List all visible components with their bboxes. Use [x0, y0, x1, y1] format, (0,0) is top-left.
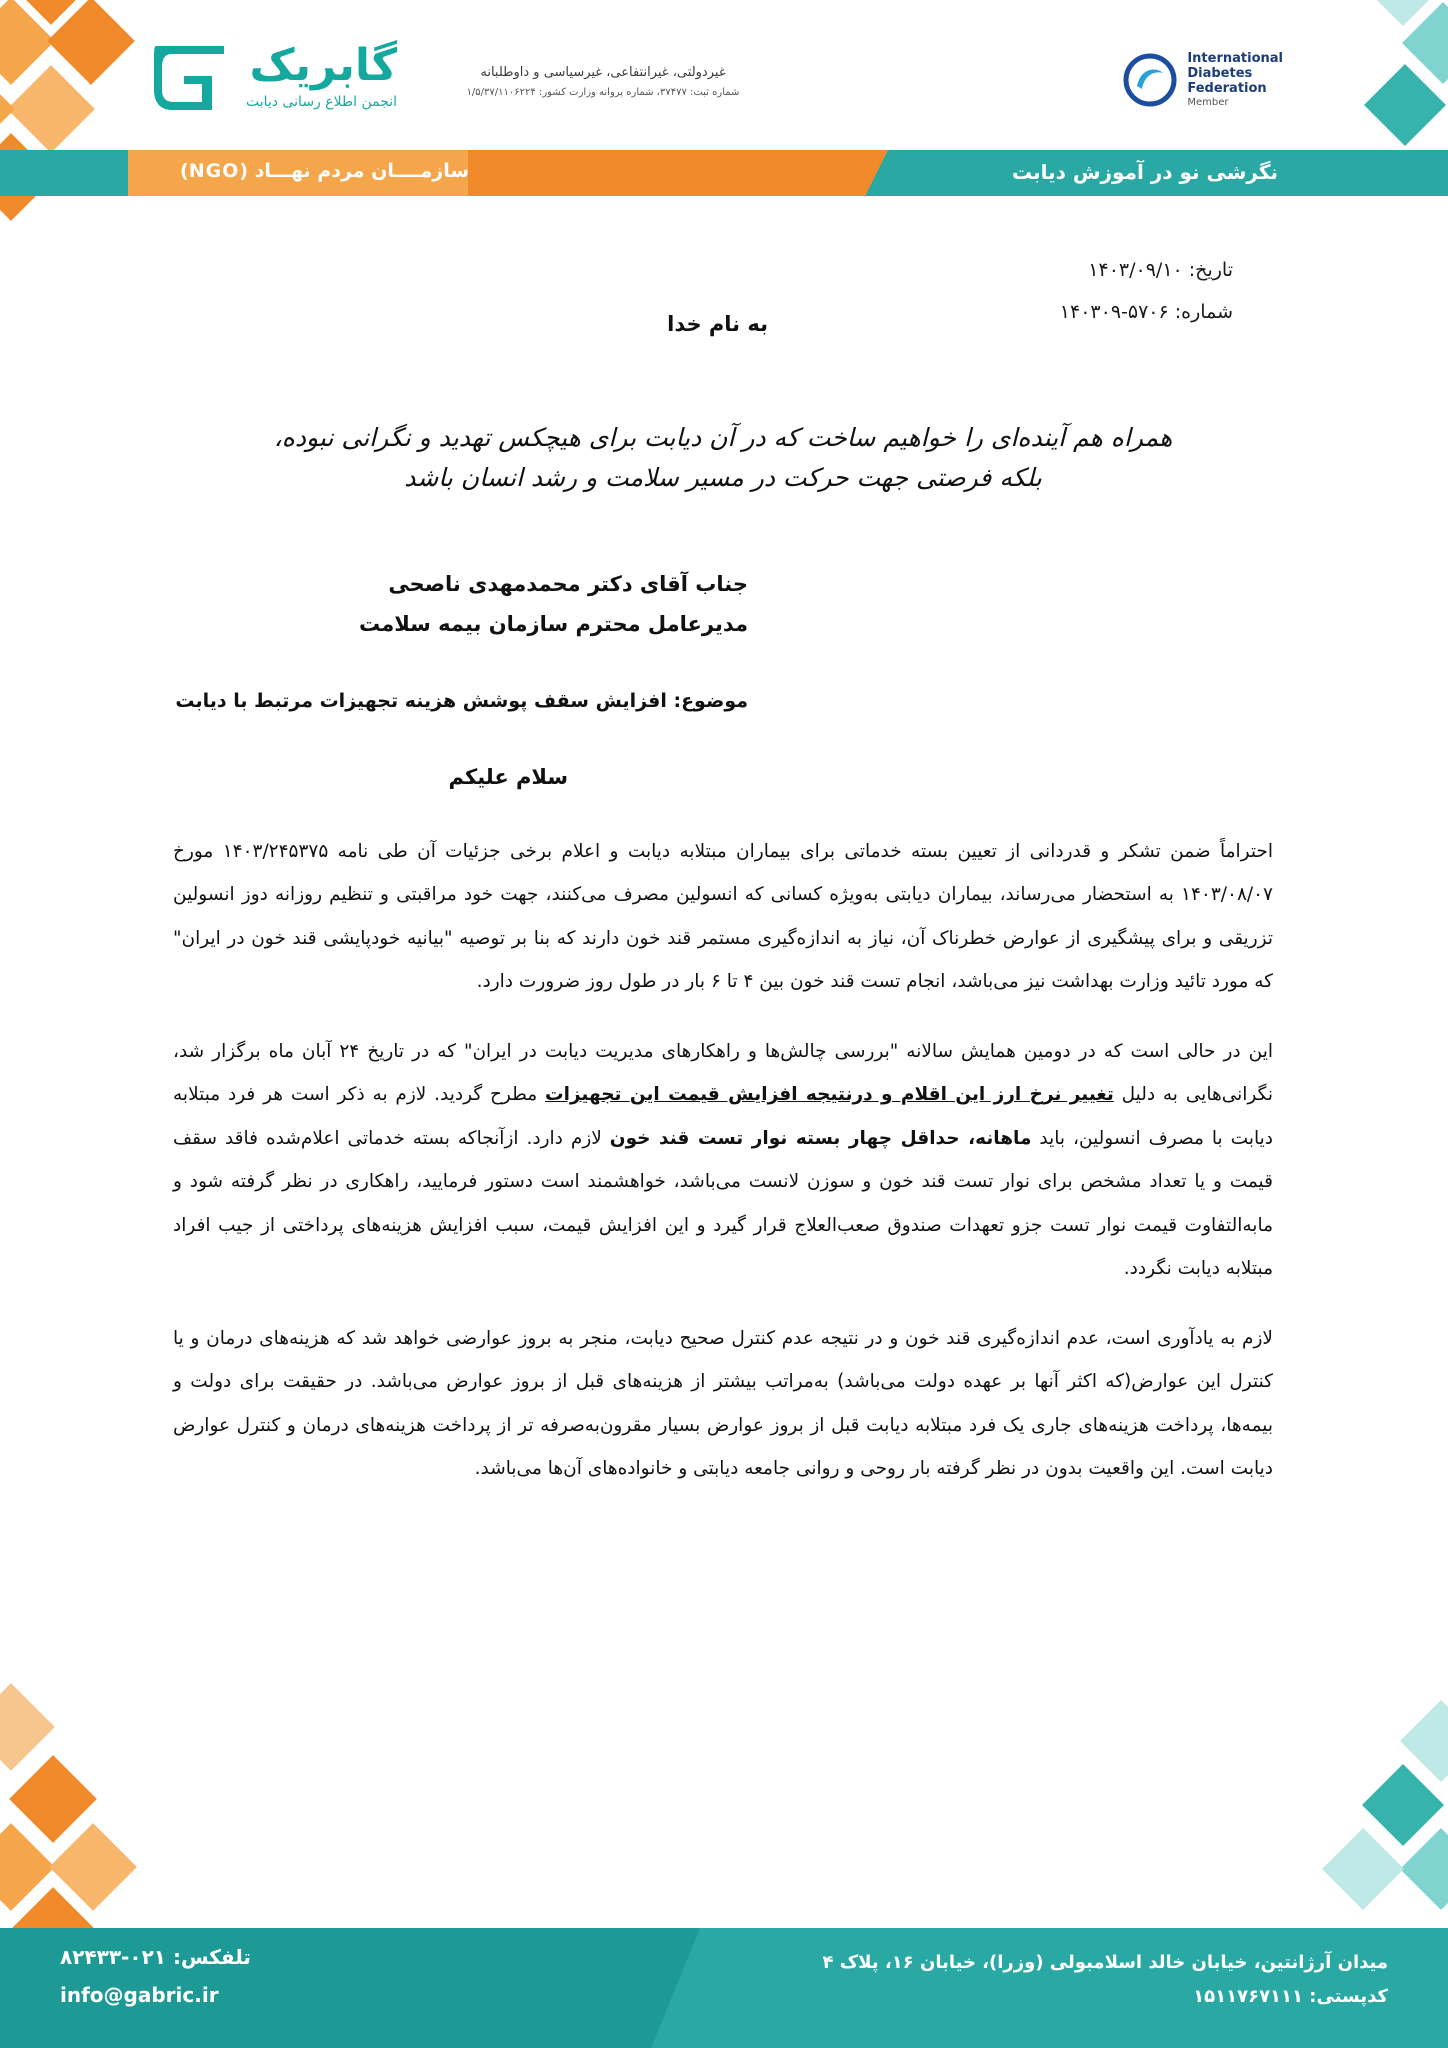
footer-address-block [822, 1946, 1388, 2014]
number-label: شماره: [1174, 300, 1233, 323]
footer-email[interactable]: info@gabric.ir [60, 1983, 219, 2007]
idf-member-label: Member [1187, 96, 1229, 108]
date-label: تاریخ: [1188, 259, 1233, 281]
letter-body [173, 830, 1273, 1517]
idf-line-2: Diabetes [1187, 65, 1253, 81]
paragraph-2-emphasis-2: ماهانه، حداقل چهار بسته نوار تست قند خون [609, 1127, 1032, 1149]
letter-subject: موضوع: افزایش سقف پوشش هزینه تجهیزات مرتبط با دیابت [175, 690, 748, 712]
gabric-symbol-icon [150, 40, 232, 114]
idf-logo [1123, 52, 1283, 108]
letter-number-row [1060, 292, 1233, 334]
gabric-title: گابریک [249, 40, 398, 91]
gabric-wordmark [246, 40, 398, 110]
footer-postal-code: کدپستی: ۱۵۱۱۷۶۷۱۱۱ [1193, 1985, 1388, 2007]
body-paragraph-2 [173, 1030, 1273, 1291]
registration-number-line: شماره ثبت: ۳۷۴۷۷، شماره پروانه وزارت کشور: ۱/۵/۳۷/۱۱۰۶۲۲۴ [466, 87, 740, 99]
addressee-name: جناب آقای دکتر محمدمهدی ناصحی [388, 572, 748, 596]
organization-slogan: همراه هم آینده‌ای را خواهیم ساخت که در آن دیابت برای هیچکس تهدید و نگرانی نبوده، بلکه فرصتی جهت حرکت در مسیر سلامت و رشد انسان باشد [273, 423, 1173, 492]
header-tagline: نگرشی نو در آموزش دیابت [1011, 160, 1278, 184]
footer-phone: تلفکس: ۰۲۱-۸۲۴۳۳ [60, 1945, 251, 1969]
letter-meta [1060, 250, 1233, 334]
registration-note [448, 62, 758, 101]
ngo-status-line: غیردولتی، غیرانتفاعی، غیرسیاسی و داوطلبانه [480, 65, 726, 80]
number-value: ۵۷۰۶-۱۴۰۳۰۹ [1059, 300, 1169, 323]
idf-circle-icon [1123, 53, 1177, 107]
idf-wordmark [1187, 52, 1283, 108]
footer-contact [60, 1938, 251, 2014]
paragraph-2-part-1: این در حالی است که در دومین همایش سالانه "بررسی چالش‌ها و راهکارهای مدیریت دیابت در ایران" که در تاریخ ۲۴ آبان ماه برگزار شد، نگرانی‌هایی به دلیل [173, 1040, 1273, 1106]
date-value: ۱۴۰۳/۰۹/۱۰ [1088, 259, 1183, 281]
gabric-subtitle: انجمن اطلاع رسانی دیابت [246, 94, 398, 110]
paragraph-2-part-3: لازم دارد. ازآنجاکه بسته خدماتی اعلام‌شده فاقد سقف قیمت و یا تعداد مشخص برای نوار تست قند خون و سوزن لانست می‌باشد، خواهشمند است دستور فرمایید، راهکاری در نظر گرفته شود و مابه‌التفاوت قیمت نوار تست جزو تعهدات صندوق صعب‌العلاج قرار گیرد و این افزایش قیمت، سبب افزایش هزینه‌های پرداختی از جیب افراد مبتلا‌به دیابت نگردد. [173, 1127, 1273, 1280]
letter-date-row [1060, 250, 1233, 292]
idf-line-3: Federation [1187, 80, 1267, 96]
letterhead-header [0, 0, 1448, 210]
idf-line-1: International [1187, 51, 1283, 66]
addressee-title: مدیرعامل محترم سازمان بیمه سلامت [358, 611, 748, 636]
addressee-block [359, 565, 748, 645]
basmala: به نام خدا [667, 312, 768, 336]
paragraph-2-emphasis-1: تغییر نرخ ارز این اقلام و درنتیجه افزایش قیمت این تجهیزات [544, 1084, 1114, 1106]
paragraph-2-part-2: مطرح گردید. لازم به ذکر است هر فرد مبتلا‌به دیابت با مصرف انسولین، باید [173, 1084, 1273, 1149]
header-ngo-label: سازمــــان مردم نهـــاد (NGO) [180, 160, 470, 182]
letter-greeting: سلام علیکم [448, 765, 568, 789]
gabric-logo [150, 40, 397, 114]
footer-address: میدان آرژانتین، خیابان خالد اسلامبولی (وزرا)، خیابان ۱۶، پلاک ۴ [822, 1951, 1388, 1973]
body-paragraph-3: لازم به یادآوری است، عدم اندازه‌گیری قند خون و در نتیجه عدم کنترل صحیح دیابت، منجر به بروز عوارضی خواهد شد که هزینه‌های درمان و یا کنترل این عوارض(که اکثر آنها بر عهده دولت می‌باشد) به‌مراتب بیشتر از هزینه‌های قبل از بروز عوارض می‌باشد. در حقیقت برای دولت و بیمه‌ها، پرداخت هزینه‌های جاری یک فرد مبتلا‌به دیابت قبل از بروز عوارض بسیار مقرون‌به‌صرفه تر از پرداخت هزینه‌های درمان و کنترل عوارض دیابت است. این واقعیت بدون در نظر گرفته بار روحی و روانی جامعه دیابتی و خانواده‌های آن‌ها می‌باشد. [173, 1327, 1273, 1480]
body-paragraph-1: احتراماً ضمن تشکر و قدردانی از تعیین بسته خدماتی برای بیماران مبتلا‌به دیابت و اعلام برخی جزئیات آن طی نامه ۱۴۰۳/۲۴۵۳۷۵ مورخ ۱۴۰۳/۰۸/۰۷ به استحضار می‌رساند، بیماران دیابتی به‌ویژه کسانی که انسولین مصرف می‌کنند، جهت خود مراقبتی و تنظیم روزانه دوز انسولین تزریقی و برای پیشگیری از عوارض خطرناک آن، نیاز به اندازه‌گیری مستمر قند خون دارند که بنا بر توصیه "بیانیه خودپایشی قند خون در ایران" که مورد تائید وزارت بهداشت نیز می‌باشد، انجام تست قند خون بین ۴ تا ۶ بار در طول روز ضرورت دارد. [173, 841, 1273, 993]
